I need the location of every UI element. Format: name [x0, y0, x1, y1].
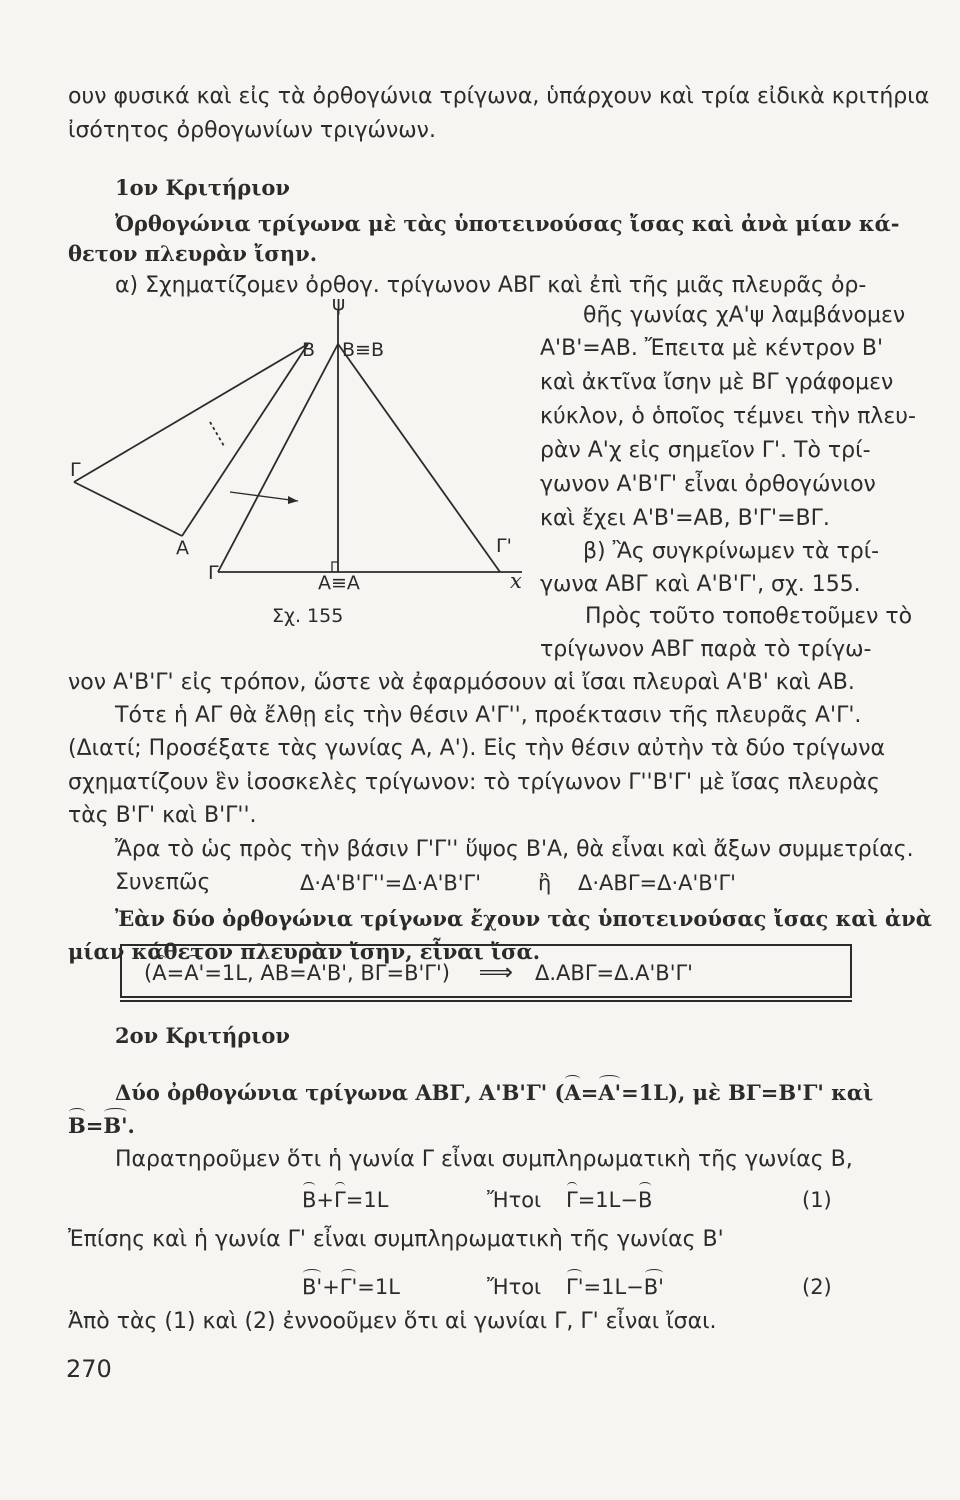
final-line: Ἀπὸ τὰς (1) καὶ (2) ἐννοοῦμεν ὅτι αἱ γωνίαι Γ, Γ' εἶναι ἴσαι. — [68, 1309, 717, 1334]
or-word: ἢ — [538, 871, 552, 895]
equation-1-number: (1) — [802, 1188, 832, 1212]
criterion1-heading: 1ον Κριτήριον — [115, 175, 290, 200]
right-col-line-8: β) Ἂς συγκρίνωμεν τὰ τρί- — [583, 539, 880, 564]
label-g: Γ — [70, 459, 81, 481]
equation-2-htoi: Ἤτοι — [487, 1275, 542, 1299]
label-psi: ψ — [332, 296, 346, 315]
intro-line-2: ἰσότητος ὀρθογωνίων τριγώνων. — [68, 118, 436, 143]
equation-1-htoi: Ἤτοι — [487, 1188, 542, 1212]
label-b: Β — [302, 339, 316, 361]
side-b-gp — [338, 344, 500, 572]
label-b-equiv-bp: Β≡Β — [342, 339, 384, 361]
right-col-line-5: ρὰν Α'χ εἰς σημεῖον Γ'. Τὸ τρί- — [540, 438, 871, 463]
body-line-4: σχηματίζουν ἓν ἰσοσκελὲς τρίγωνον: τὸ τρίγωνον Γ''Β'Γ' μὲ ἴσας πλευρὰς — [68, 770, 880, 795]
equation-2: Β'+Γ'=1L — [302, 1275, 400, 1299]
also-line: Ἐπίσης καὶ ἡ γωνία Γ' εἶναι συμπληρωματικὴ τῆς γωνίας Β' — [68, 1227, 724, 1252]
right-col-line-3: καὶ ἀκτῖνα ἴσην μὲ ΒΓ γράφομεν — [540, 370, 894, 395]
body-line-3: (Διατί; Προσέξατε τὰς γωνίας Α, Α'). Εἰς τὴν θέσιν αὐτὴν τὰ δύο τρίγωνα — [68, 736, 886, 761]
right-col-line-10: Πρὸς τοῦτο τοποθετοῦμεν τὸ — [585, 604, 913, 629]
equation-1-rhs: Γ=1L−Β — [566, 1188, 653, 1212]
equation-1: Β+Γ=1L — [302, 1188, 389, 1212]
figure-155 — [70, 296, 540, 636]
body-line-6: Ἄρα τὸ ὡς πρὸς τὴν βάσιν Γ'Γ'' ὕψος Β'Α, θὰ εἶναι καὶ ἄξων συμμετρίας. — [115, 837, 914, 862]
boxed-theorem — [120, 944, 852, 998]
equation-2-rhs: Γ'=1L−Β' — [566, 1275, 664, 1299]
criterion1-part-a: α) Σχηματίζομεν ὀρθογ. τρίγωνον ΑΒΓ καὶ ἐπὶ τῆς μιᾶς πλευρᾶς ὀρ- — [115, 273, 867, 298]
angle-a-prime: Α' — [184, 961, 205, 985]
motion-arrow-head — [288, 496, 298, 504]
angle-a: Α — [152, 961, 167, 985]
figure-caption: Σχ. 155 — [272, 605, 344, 627]
boxed-result: Δ.ΑΒΓ=Δ.Α'Β'Γ' — [535, 961, 693, 985]
consequently-equation-2: Δ·ΑΒΓ=Δ·Α'Β'Γ' — [578, 871, 736, 895]
criterion1-statement-1: Ὀρθογώνια τρίγωνα μὲ τὰς ὑποτεινούσας ἴσας καὶ ἀνὰ μίαν κά- — [115, 211, 900, 236]
criterion2-statement-2: Β=Β'. — [68, 1113, 135, 1138]
side-ab — [182, 344, 308, 536]
right-col-line-7: καὶ ἔχει Α'Β'=ΑΒ, Β'Γ'=ΒΓ. — [540, 506, 830, 531]
label-x: x — [510, 569, 522, 593]
label-a: Α — [176, 537, 189, 559]
motion-arrow — [230, 492, 298, 501]
right-col-line-2: Α'Β'=ΑΒ. Ἔπειτα μὲ κέντρον Β' — [540, 336, 884, 361]
conclusion-line-2: μίαν κάθετον πλευρὰν ἴσην, εἶναι ἴσα. — [68, 939, 541, 964]
consequently-label: Συνεπῶς — [115, 870, 211, 895]
criterion1-statement-2: θετον πλευρὰν ἴσην. — [68, 241, 318, 266]
right-col-line-11: τρίγωνον ΑΒΓ παρὰ τὸ τρίγω- — [540, 637, 872, 662]
consequently-equation: Δ·Α'Β'Γ''=Δ·Α'Β'Γ' — [300, 871, 482, 895]
criterion2-statement-1: Δύο ὀρθογώνια τρίγωνα ΑΒΓ, Α'Β'Γ' (Α=Α'=1L), μὲ ΒΓ=Β'Γ' καὶ — [115, 1080, 874, 1105]
observation-line: Παρατηροῦμεν ὅτι ἡ γωνία Γ εἶναι συμπληρωματικὴ τῆς γωνίας Β, — [115, 1147, 853, 1172]
right-col-line-4: κύκλον, ὁ ὁποῖος τέμνει τὴν πλευ- — [540, 404, 916, 429]
equation-2-number: (2) — [802, 1275, 832, 1299]
side-b-gpp — [218, 344, 338, 572]
body-line-1: νον Α'Β'Γ' εἰς τρόπον, ὥστε νὰ ἐφαρμόσουν αἱ ἴσαι πλευραὶ Α'Β' καὶ ΑΒ. — [68, 670, 855, 695]
conclusion-line-1: Ἐὰν δύο ὀρθογώνια τρίγωνα ἔχουν τὰς ὑποτεινούσας ἴσας καὶ ἀνὰ — [115, 906, 932, 931]
right-col-line-6: γωνον Α'Β'Γ' εἶναι ὀρθογώνιον — [540, 472, 876, 497]
label-g-prime: Γ' — [496, 535, 512, 557]
right-col-line-1: θῆς γωνίας χΑ'ψ λαμβάνομεν — [583, 303, 906, 328]
hypotenuse-bg — [74, 344, 308, 482]
page-number: 270 — [66, 1355, 112, 1383]
intro-line-1: ουν φυσικά καὶ εἰς τὰ ὀρθογώνια τρίγωνα, ὑπάρχουν καὶ τρία εἰδικὰ κριτήρια — [68, 84, 930, 109]
motion-dashed-line — [210, 422, 224, 446]
implies-arrow: ⟹ — [478, 958, 514, 986]
boxed-formula: (Α=Α'=1L, ΑΒ=Α'Β', ΒΓ=Β'Γ') ⟹ Δ.ΑΒΓ=Δ.Α'Β'Γ' — [144, 958, 693, 986]
body-line-2: Τότε ἡ ΑΓ θὰ ἔλθῃ εἰς τὴν θέσιν Α'Γ'', προέκτασιν τῆς πλευρᾶς Α'Γ'. — [115, 703, 862, 728]
label-g-double-prime: Γ — [208, 562, 219, 584]
body-line-5: τὰς Β'Γ' καὶ Β'Γ''. — [68, 803, 257, 828]
criterion2-heading: 2ον Κριτήριον — [115, 1023, 290, 1048]
right-col-line-9: γωνα ΑΒΓ καὶ Α'Β'Γ', σχ. 155. — [540, 572, 861, 597]
label-a-equiv-ap: Α≡Α — [318, 572, 360, 594]
side-ga — [74, 482, 182, 536]
